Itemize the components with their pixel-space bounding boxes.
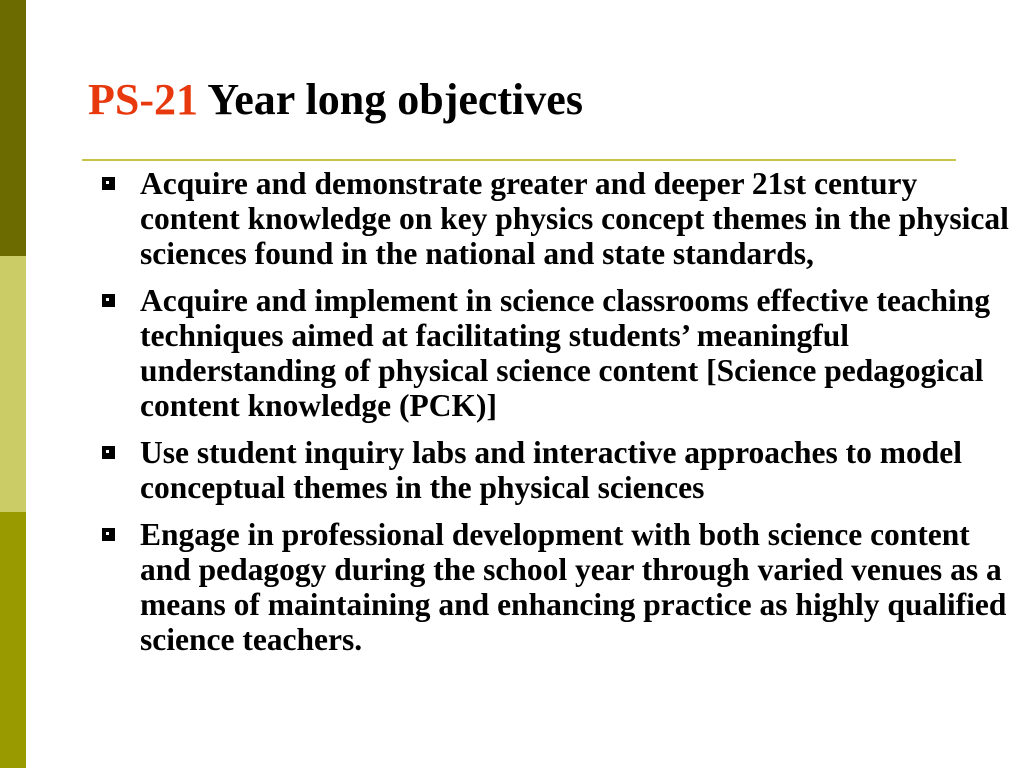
list-item bbox=[100, 517, 1020, 657]
square-bullet-icon bbox=[102, 528, 115, 541]
square-bullet-icon bbox=[102, 446, 115, 459]
title-prefix: PS-21 bbox=[88, 75, 198, 124]
title-divider bbox=[82, 159, 956, 161]
sidebar-band-bottom bbox=[0, 512, 26, 768]
list-item bbox=[100, 435, 1020, 505]
bullet-text: Acquire and demonstrate greater and deeper 21st century content knowledge on key physics concept themes in the physical sciences found in the national and state standards, bbox=[140, 166, 1009, 271]
title-text: Year long objectives bbox=[198, 75, 583, 124]
bullet-text: Acquire and implement in science classrooms effective teaching techniques aimed at facilitating students’ meaningful understanding of physical science content [Science pedagogical content knowledge (PCK)] bbox=[140, 283, 991, 423]
square-bullet-icon bbox=[102, 177, 115, 190]
sidebar-band-middle bbox=[0, 256, 26, 512]
bullet-text: Engage in professional development with both science content and pedagogy during the school year through varied venues as a means of maintaining and enhancing practice as highly qualified science teachers. bbox=[140, 517, 1007, 657]
square-bullet-icon bbox=[102, 294, 115, 307]
sidebar-band-top bbox=[0, 0, 26, 256]
objectives-list bbox=[100, 166, 1020, 669]
list-item bbox=[100, 166, 1020, 271]
list-item bbox=[100, 283, 1020, 423]
bullet-text: Use student inquiry labs and interactive approaches to model conceptual themes in the physical sciences bbox=[140, 435, 962, 505]
slide-title bbox=[88, 68, 583, 132]
